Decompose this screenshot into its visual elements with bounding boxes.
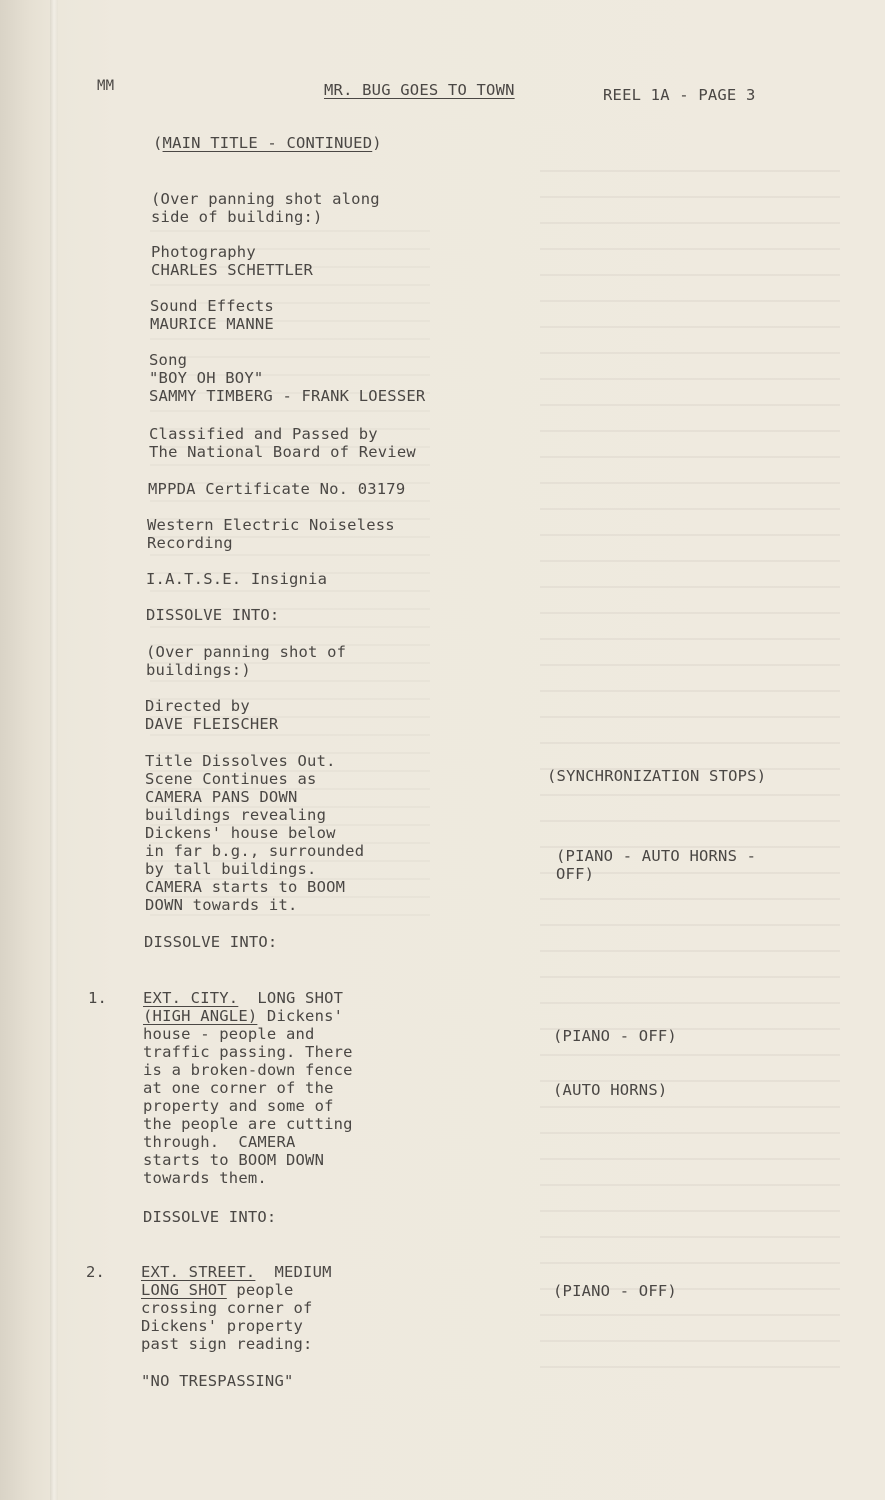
credit-directed: Directed by DAVE FLEISCHER: [145, 697, 279, 733]
header-initials: MM: [97, 78, 115, 94]
panning-note-1: (Over panning shot along side of building:): [151, 190, 380, 226]
dissolve-into-3: DISSOLVE INTO:: [143, 1208, 277, 1226]
sign-text: "NO TRESPASSING": [141, 1372, 294, 1390]
scene-number-1: 1.: [88, 989, 108, 1007]
scene-number-2: 2.: [86, 1263, 106, 1281]
scene-2-description: EXT. STREET. MEDIUM LONG SHOT people crossing corner of Dickens' property past sign reading:: [141, 1263, 332, 1353]
scene-2-heading: EXT. STREET.: [141, 1263, 256, 1281]
sound-piano-auto-horns: (PIANO - AUTO HORNS - OFF): [556, 847, 757, 883]
credit-song: Song "BOY OH BOY" SAMMY TIMBERG - FRANK LOESSER: [149, 351, 426, 405]
credit-western-electric: Western Electric Noiseless Recording: [147, 516, 395, 552]
sound-auto-horns: (AUTO HORNS): [553, 1081, 668, 1099]
page-binding-shadow: [50, 0, 58, 1500]
scene-1-description: EXT. CITY. LONG SHOT (HIGH ANGLE) Dickens' house - people and traffic passing. There is a broken-down fence at one corner of the property and some of the people are cutting through. CAMERA starts to BOOM DOWN towards them.: [143, 989, 353, 1187]
credit-mppda: MPPDA Certificate No. 03179: [148, 480, 406, 498]
sound-piano-off-1: (PIANO - OFF): [553, 1027, 677, 1045]
credit-photography: Photography CHARLES SCHETTLER: [151, 243, 314, 279]
dissolve-into-2: DISSOLVE INTO:: [144, 933, 278, 951]
sound-piano-off-2: (PIANO - OFF): [553, 1282, 677, 1300]
title-dissolves-description: Title Dissolves Out. Scene Continues as CAMERA PANS DOWN buildings revealing Dickens' house below in far b.g., surrounded by tall buildings. CAMERA starts to BOOM DOWN towards it.: [145, 752, 365, 914]
scene-1-heading: EXT. CITY.: [143, 989, 239, 1007]
section-title: (MAIN TITLE - CONTINUED): [153, 134, 382, 152]
credit-classified: Classified and Passed by The National Board of Review: [149, 425, 416, 461]
header-title: MR. BUG GOES TO TOWN: [324, 81, 515, 99]
credit-sound-effects: Sound Effects MAURICE MANNE: [150, 297, 274, 333]
dissolve-into-1: DISSOLVE INTO:: [146, 606, 280, 624]
panning-note-2: (Over panning shot of buildings:): [146, 643, 347, 679]
section-title-text: MAIN TITLE - CONTINUED: [162, 134, 373, 152]
sound-sync-stops: (SYNCHRONIZATION STOPS): [547, 767, 767, 785]
header-reel-page: REEL 1A - PAGE 3: [603, 86, 756, 104]
credit-iatse: I.A.T.S.E. Insignia: [146, 570, 328, 588]
